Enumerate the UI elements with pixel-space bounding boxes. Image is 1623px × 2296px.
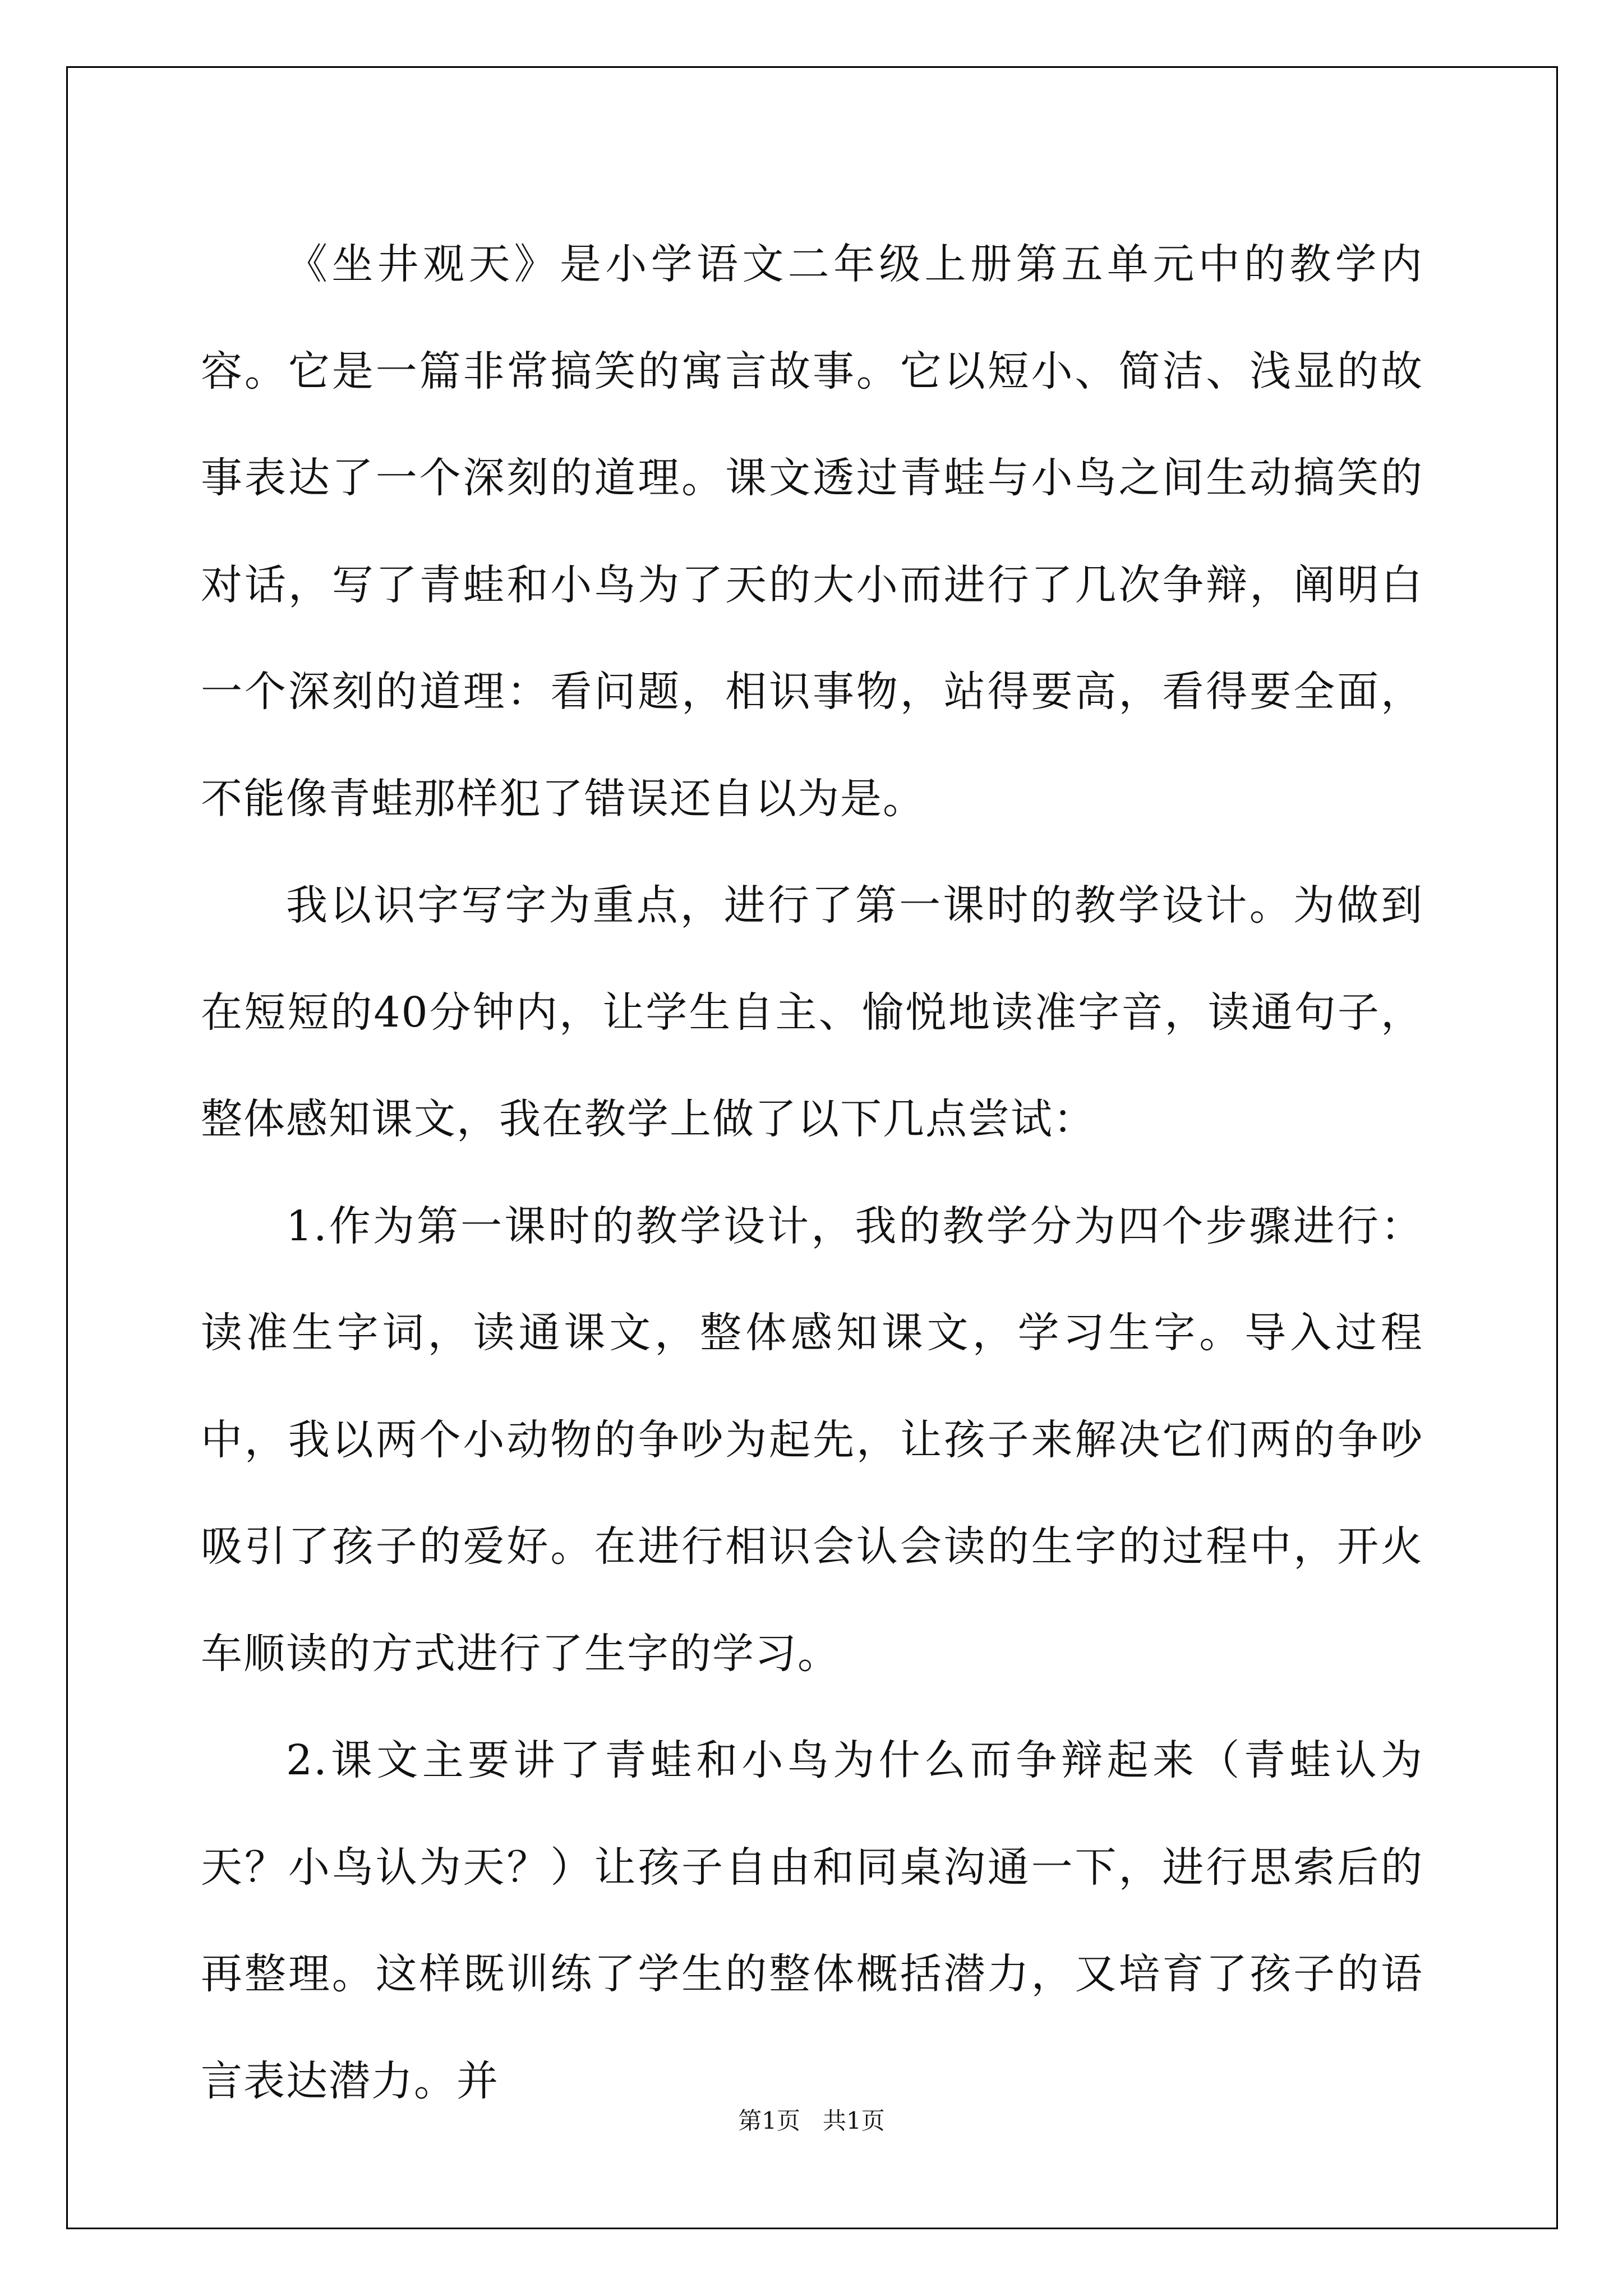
paragraph: 《坐井观天》是小学语文二年级上册第五单元中的教学内容。它是一篇非常搞笑的寓言故事。它以短小、简洁、浅显的故事表达了一个深刻的道理。课文透过青蛙与小鸟之间生动搞笑的对话，写了青蛙和小鸟为了天的大小而进行了几次争辩，阐明白一个深刻的道理：看问题，相识事物，站得要高，看得要全面，不能像青蛙那样犯了错误还自以为是。	[201, 240, 1423, 823]
paragraph: 2.课文主要讲了青蛙和小鸟为什么而争辩起来（青蛙认为天？小鸟认为天？）让孩子自由和同桌沟通一下，进行思索后的再整理。这样既训练了学生的整体概括潜力，又培育了孩子的语言表达潜力。并	[201, 1736, 1423, 2105]
paragraph: 1.作为第一课时的教学设计，我的教学分为四个步骤进行：读准生字词，读通课文，整体感知课文，学习生字。导入过程中，我以两个小动物的争吵为起先，让孩子来解决它们两的争吵吸引了孩子的爱好。在进行相识会认会读的生字的过程中，开火车顺读的方式进行了生字的学习。	[201, 1202, 1423, 1678]
paragraph: 我以识字写字为重点，进行了第一课时的教学设计。为做到在短短的40分钟内，让学生自主、愉悦地读准字音，读通句子，整体感知课文，我在教学上做了以下几点尝试：	[201, 881, 1423, 1143]
document-body	[201, 211, 1423, 2134]
page-footer: 第1页 共1页	[738, 2107, 885, 2134]
